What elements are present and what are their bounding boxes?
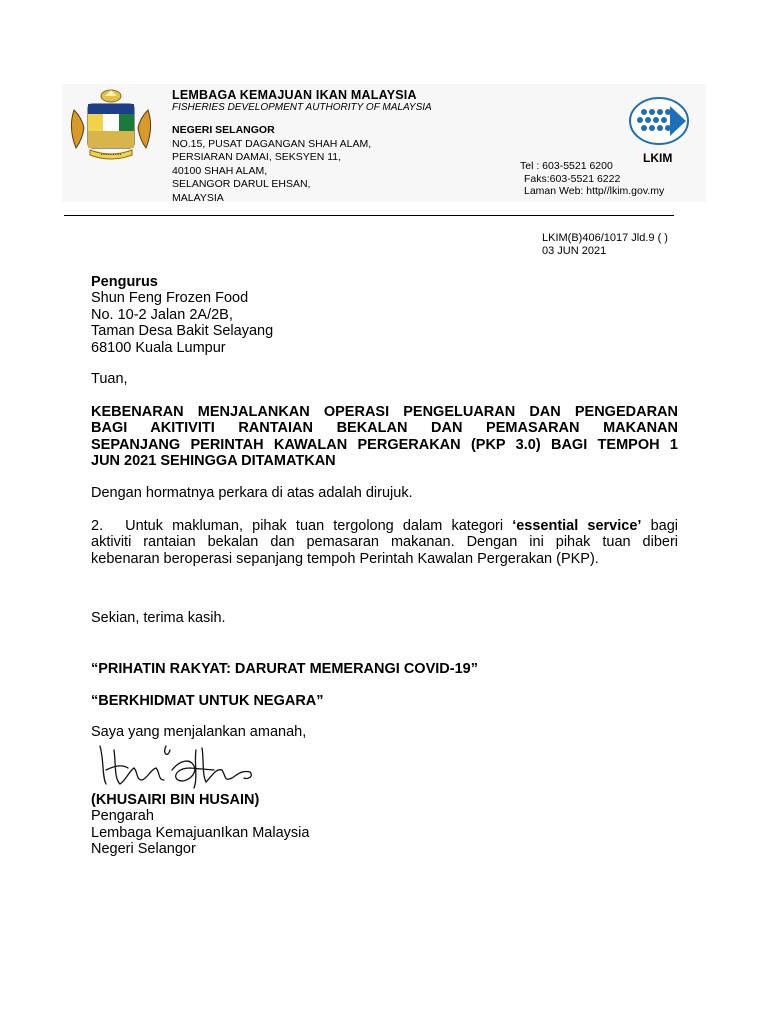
essential-service-term: ‘essential service’: [512, 518, 642, 534]
paragraph-2-line: aktiviti rantaian bekalan dan pemasaran makanan. Dengan ini pihak tuan diberi: [91, 534, 678, 551]
signatory-position: Pengarah: [91, 808, 154, 825]
slogan-prihatin: “PRIHATIN RAKYAT: DARURAT MEMERANGI COVID-19”: [91, 661, 478, 677]
telephone: Tel : 603-5521 6200: [520, 160, 613, 172]
state-office: NEGERI SELANGOR: [172, 124, 275, 136]
address-line: SELANGOR DARUL EHSAN,: [172, 178, 311, 191]
header-divider: [64, 215, 674, 216]
paragraph-2-text: bagi: [650, 518, 678, 534]
paragraph-1: Dengan hormatnya perkara di atas adalah dirujuk.: [91, 485, 413, 501]
paragraph-2-text: Untuk makluman, pihak tuan tergolong dalam kategori: [125, 518, 504, 534]
recipient-line: 68100 Kuala Lumpur: [91, 339, 226, 356]
address-line: MALAYSIA: [172, 191, 224, 204]
recipient-line: Shun Feng Frozen Food: [91, 290, 249, 307]
slogan-berkhidmat: “BERKHIDMAT UNTUK NEGARA”: [91, 693, 324, 709]
paragraph-2: [91, 518, 678, 567]
lkim-logo-text: LKIM: [643, 151, 673, 165]
handwritten-signature-icon: [94, 740, 270, 790]
salutation: Tuan,: [91, 371, 128, 387]
paragraph-number: 2.: [91, 518, 104, 534]
malaysia-coat-of-arms-icon: [62, 88, 160, 168]
org-name-english: FISHERIES DEVELOPMENT AUTHORITY OF MALAYSIA: [172, 102, 432, 113]
trust-line: Saya yang menjalankan amanah,: [91, 724, 307, 740]
closing-remark: Sekian, terima kasih.: [91, 610, 226, 626]
subject-line: SEPANJANG PERINTAH KAWALAN PERGERAKAN (PKP 3.0) BAGI TEMPOH 1: [91, 436, 678, 453]
recipient-line: No. 10-2 Jalan 2A/2B,: [91, 306, 233, 323]
website: Laman Web: http//lkim.gov.my: [524, 185, 665, 198]
subject-line: JUN 2021 SEHINGGA DITAMATKAN: [91, 453, 336, 470]
signatory-block: [91, 792, 678, 858]
recipient-title: Pengurus: [91, 274, 158, 290]
subject-line: KEBENARAN MENJALANKAN OPERASI PENGELUARAN DAN PENGEDARAN: [91, 404, 678, 420]
svg-text:•••••••••: •••••••••: [100, 152, 122, 157]
signatory-org: Lembaga KemajuanIkan Malaysia: [91, 824, 310, 841]
address-line: NO.15, PUSAT DAGANGAN SHAH ALAM,: [172, 137, 372, 150]
paragraph-2-line: kebenaran beroperasi sepanjang tempoh Perintah Kawalan Pergerakan (PKP).: [91, 550, 599, 567]
recipient-block: [91, 274, 678, 356]
reference-block: [542, 232, 668, 258]
contact-info: [520, 160, 664, 198]
recipient-line: Taman Desa Bakit Selayang: [91, 323, 274, 340]
signatory-name: (KHUSAIRI BIN HUSAIN): [91, 792, 260, 808]
address-line: PERSIARAN DAMAI, SEKSYEN 11,: [172, 151, 342, 164]
fax: Faks:603-5521 6222: [524, 172, 621, 185]
signatory-state: Negeri Selangor: [91, 841, 196, 858]
reference-number: LKIM(B)406/1017 Jld.9 ( ): [542, 232, 668, 244]
subject-line: BAGI AKITIVITI RANTAIAN BEKALAN DAN PEMASARAN MAKANAN: [91, 420, 678, 437]
org-name: LEMBAGA KEMAJUAN IKAN MALAYSIA: [172, 88, 417, 102]
subject-heading: [91, 404, 678, 470]
paragraph-2-line: [91, 518, 678, 534]
address-line: 40100 SHAH ALAM,: [172, 164, 268, 177]
office-address: [172, 124, 371, 206]
letter-date: 03 JUN 2021: [542, 245, 607, 257]
lkim-logo-icon: [628, 96, 690, 146]
